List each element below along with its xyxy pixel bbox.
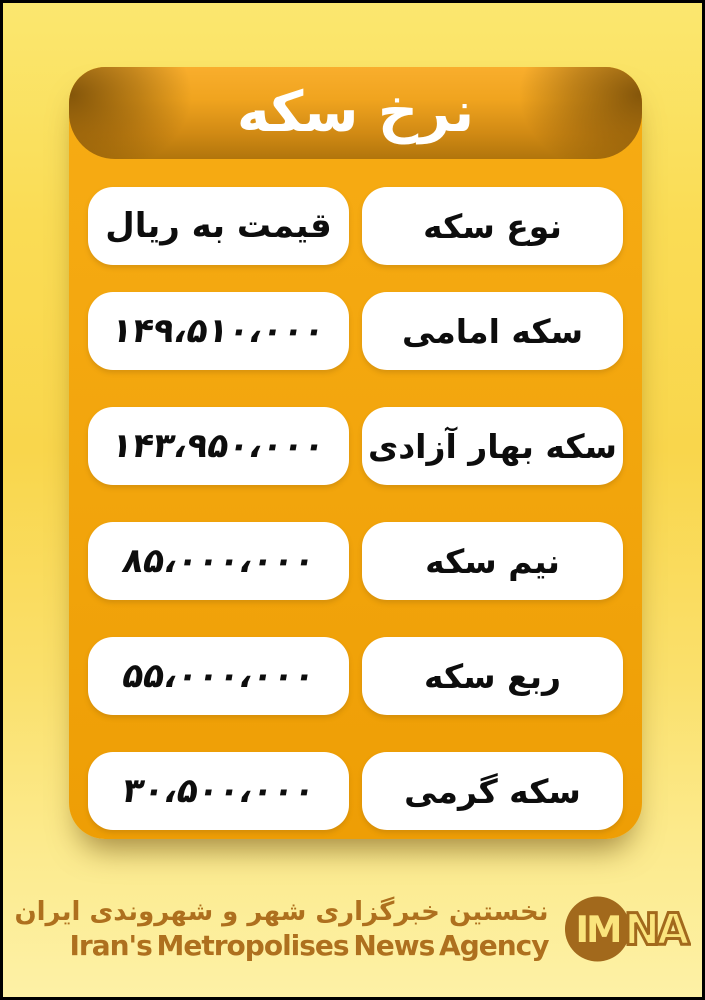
column-header-price: قیمت به ریال [88, 187, 349, 265]
footer [3, 883, 702, 975]
table-row [88, 522, 623, 600]
coin-price-value: ۱۴۳،۹۵۰،۰۰۰ [108, 426, 329, 466]
coin-price-cell [88, 637, 349, 715]
coin-price-cell [88, 407, 349, 485]
coin-type-cell: نیم سکه [362, 522, 623, 600]
table-row [88, 637, 623, 715]
coin-type-cell: سکه گرمی [362, 752, 623, 830]
coin-type-cell: سکه امامی [362, 292, 623, 370]
coin-price-value: ۳۰،۵۰۰،۰۰۰ [119, 771, 318, 811]
page-title: نرخ سکه [236, 80, 475, 145]
table-row [88, 752, 623, 830]
coin-price-cell [88, 292, 349, 370]
coin-price-cell [88, 522, 349, 600]
coin-price-value: ۱۴۹،۵۱۰،۰۰۰ [108, 311, 329, 351]
imna-logo-na-letters: NA [623, 905, 686, 956]
coin-type-cell: سکه بهار آزادی [362, 407, 623, 485]
table-row [88, 407, 623, 485]
price-card [69, 67, 642, 839]
coin-price-value: ۸۵،۰۰۰،۰۰۰ [119, 541, 318, 581]
table-header-row [88, 187, 623, 265]
agency-text-block [14, 895, 548, 962]
header-banner [69, 67, 642, 159]
coin-price-value: ۵۵،۰۰۰،۰۰۰ [119, 656, 318, 696]
table-row [88, 292, 623, 370]
imna-logo [563, 893, 691, 965]
column-header-coin-type: نوع سکه [362, 187, 623, 265]
imna-logo-im-letters: IM [575, 907, 619, 951]
price-table [88, 187, 623, 830]
coin-price-cell [88, 752, 349, 830]
banner-curl-left-decoration [69, 67, 204, 159]
coin-type-cell: ربع سکه [362, 637, 623, 715]
agency-name-en: Iran's Metropolises News Agency [69, 929, 549, 963]
banner-curl-right-decoration [507, 67, 642, 159]
agency-slogan-fa: نخستین خبرگزاری شهر و شهروندی ایران [14, 897, 549, 928]
